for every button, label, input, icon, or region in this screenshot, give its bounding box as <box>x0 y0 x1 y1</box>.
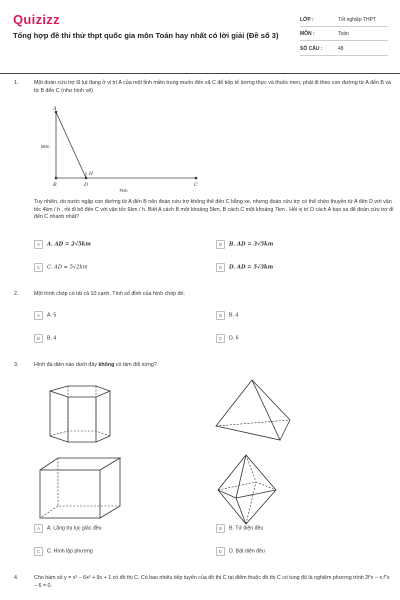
answer-option[interactable] <box>34 524 102 533</box>
label-b: B <box>53 182 57 188</box>
option-text: B. Tứ diện đều <box>229 525 264 532</box>
answer-option[interactable] <box>216 334 239 343</box>
quizizz-logo: Quizizz <box>13 12 60 27</box>
answer-option[interactable] <box>34 547 93 556</box>
meta-grade-value: Tốt nghiệp THPT <box>338 17 376 23</box>
question-text: Tuy nhiên, do nước ngập con đường từ A đến B nên đoàn cứu trợ không thể đến C bằng xe, nhưng đoàn cứu trợ có thể chèo thuyền từ A đến D với vận tốc 4km / h , rồi đi bộ đến C với vận tốc 6km / h. Biết A cách B một khoảng 5km, B cách C một khoảng 7km . Hỏi vị trí D cách A bao xa để đoàn cứu trợ đi đến C nhanh nhất? <box>34 199 394 221</box>
question-number: 1. <box>14 80 19 86</box>
meta-divider <box>300 40 388 41</box>
answer-option[interactable] <box>34 334 56 343</box>
option-text: D. 6 <box>229 335 239 342</box>
document-title: Tổng hợp đề thi thử thpt quốc gia môn Toán hay nhất có lời giải (Đề số 3) <box>13 31 279 40</box>
option-letter: C <box>34 547 43 556</box>
option-letter: B <box>216 240 225 249</box>
question-text-part: có tâm đối xứng? <box>114 362 157 368</box>
tetrahedron-figure <box>210 376 295 446</box>
question-text: Một đoàn cứu trợ lũ lụt đang ở vị trí A của một tỉnh miền trung muốn đến xã C để tiếp tế lương thực và thuốc men, phải đi theo con đường từ A đến B và từ B đến C (như hình vẽ) <box>34 80 391 94</box>
meta-subject-label: MÔN : <box>300 31 315 37</box>
meta-divider <box>300 26 388 27</box>
question-text: Cho hàm số y = x³ − 6x² + 9x + 1 có đồ thị C. Có bao nhiêu tiếp tuyến của đồ thị C tại điểm thuộc đồ thị C có tung độ là nghiệm phương trình 2f'x − x.f''x − 6 = 0. <box>34 575 390 589</box>
option-letter: D <box>216 263 225 272</box>
question-text <box>34 362 394 370</box>
option-letter: B <box>216 524 225 533</box>
point-d <box>85 177 88 180</box>
option-letter: C <box>34 263 43 272</box>
cube-figure <box>34 454 129 522</box>
option-text: D. Bát diện đều <box>229 548 265 555</box>
option-letter: A <box>34 240 43 249</box>
answer-option[interactable] <box>216 311 238 320</box>
label-h: H <box>89 172 93 177</box>
option-text: D. AD = 5√3km <box>229 264 274 271</box>
option-text: A. AD = 2√5km <box>47 241 91 248</box>
answer-option[interactable] <box>34 263 88 272</box>
label-c: C <box>194 182 198 188</box>
meta-grade-label: LỚP : <box>300 17 314 23</box>
meta-subject-value: Toán <box>338 31 349 37</box>
label-5km: 5km <box>41 144 50 149</box>
point-c <box>195 177 198 180</box>
question-number: 4. <box>14 575 19 581</box>
answer-option[interactable] <box>216 524 263 533</box>
question-text: Một hình chóp có tất cả 10 cạnh. Tính số đỉnh của hình chóp đó. <box>34 291 185 297</box>
option-letter: B <box>34 334 43 343</box>
hexagonal-prism-figure <box>34 382 119 446</box>
answer-option[interactable] <box>216 240 273 249</box>
option-letter: B <box>216 311 225 320</box>
meta-count-value: 48 <box>338 46 344 52</box>
answer-option[interactable] <box>34 311 56 320</box>
octahedron-figure <box>212 452 282 527</box>
option-text: B. 4 <box>229 312 239 319</box>
label-a: A <box>53 106 57 112</box>
question-text-emphasis: không <box>98 362 115 368</box>
option-text: C. AD = 5√2km <box>47 264 88 271</box>
meta-divider <box>300 55 388 56</box>
label-7km: 7km <box>119 188 128 193</box>
question-number: 2. <box>14 291 19 297</box>
option-letter: D <box>216 547 225 556</box>
meta-count-label: SỐ CÂU : <box>300 46 323 52</box>
option-text: A. 5 <box>47 312 57 319</box>
question-text-part: Hình đa diện nào dưới đây <box>34 362 99 368</box>
label-d: D <box>84 182 89 188</box>
option-text: B. AD = 3√5km <box>229 241 274 248</box>
option-text: B. 4 <box>47 335 57 342</box>
option-letter: A <box>34 524 43 533</box>
option-letter: A <box>34 311 43 320</box>
answer-option[interactable] <box>216 263 273 272</box>
option-letter: D <box>216 334 225 343</box>
segment-ad <box>56 112 86 178</box>
point-b <box>55 177 58 180</box>
answer-option[interactable] <box>216 547 265 556</box>
answer-option[interactable] <box>34 240 91 249</box>
question-number: 3. <box>14 362 19 368</box>
header-divider <box>0 73 400 74</box>
option-text: A. Lăng trụ lục giác đều <box>47 525 102 532</box>
option-text: C. Hình lập phương <box>47 548 93 555</box>
question-figure <box>34 104 204 199</box>
